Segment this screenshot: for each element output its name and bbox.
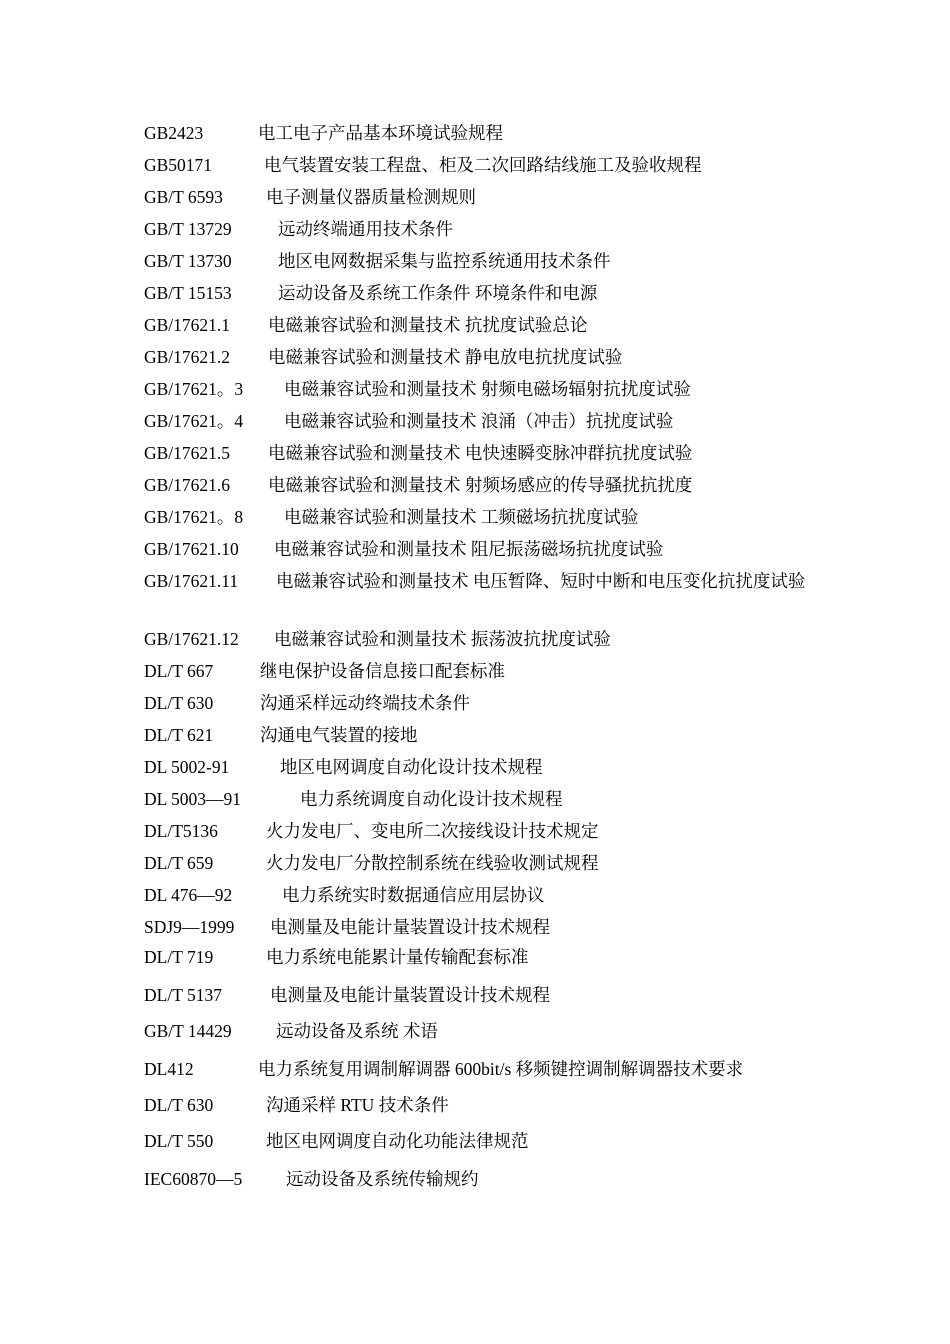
standard-code: GB/17621。4 <box>144 411 244 431</box>
standard-title: 沟通采样 RTU 技术条件 <box>266 1095 449 1115</box>
standard-entry <box>144 310 824 340</box>
standard-code: DL/T 659 <box>144 853 214 873</box>
standard-entry <box>144 624 824 654</box>
standard-title: 火力发电厂、变电所二次接线设计技术规定 <box>266 821 599 841</box>
standard-code: GB/17621.6 <box>144 475 231 495</box>
standard-code: DL/T 550 <box>144 1131 214 1151</box>
standard-entry <box>144 980 824 1010</box>
standard-entry <box>144 1016 824 1046</box>
standard-code: GB/T 13730 <box>144 251 232 271</box>
standard-code: DL 5002-91 <box>144 757 230 777</box>
standard-entry <box>144 406 824 436</box>
standard-code: GB/17621.11 <box>144 571 239 591</box>
standard-entry <box>144 816 824 846</box>
standard-entry <box>144 880 824 910</box>
standard-entry <box>144 848 824 878</box>
standard-code: DL/T5136 <box>144 821 218 841</box>
standard-code: GB/17621.5 <box>144 443 231 463</box>
standard-title: 电力系统电能累计量传输配套标准 <box>266 947 529 967</box>
standard-title: 电磁兼容试验和测量技术 电快速瞬变脉冲群抗扰度试验 <box>268 443 693 463</box>
standard-entry <box>144 1164 824 1194</box>
standard-entry <box>144 278 824 308</box>
standard-entry <box>144 1090 824 1120</box>
standard-title: 电测量及电能计量装置设计技术规程 <box>270 917 550 937</box>
standard-code: SDJ9—1999 <box>144 917 235 937</box>
standard-entry <box>144 720 824 750</box>
standard-title: 继电保护设备信息接口配套标准 <box>260 661 505 681</box>
standard-title: 电子测量仪器质量检测规则 <box>266 187 476 207</box>
standard-code: GB50171 <box>144 155 213 175</box>
standard-title: 沟通电气装置的接地 <box>260 725 418 745</box>
standard-entry <box>144 214 824 244</box>
standard-title: 火力发电厂分散控制系统在线验收测试规程 <box>266 853 599 873</box>
standard-code: GB/T 6593 <box>144 187 223 207</box>
standard-code: GB/T 15153 <box>144 283 232 303</box>
standard-entry <box>144 752 824 782</box>
standard-code: DL/T 719 <box>144 947 214 967</box>
standard-code: IEC60870—5 <box>144 1169 243 1189</box>
standard-title: 地区电网数据采集与监控系统通用技术条件 <box>278 251 611 271</box>
standard-title: 远动设备及系统传输规约 <box>286 1169 479 1189</box>
standard-title: 电力系统调度自动化设计技术规程 <box>300 789 563 809</box>
standard-title: 运动设备及系统工作条件 环境条件和电源 <box>278 283 598 303</box>
standard-title: 电磁兼容试验和测量技术 工频磁场抗扰度试验 <box>284 507 639 527</box>
standard-entry <box>144 182 824 212</box>
standard-code: DL/T 630 <box>144 693 214 713</box>
standard-entry <box>144 784 824 814</box>
standard-title: 电磁兼容试验和测量技术 阻尼振荡磁场抗扰度试验 <box>274 539 664 559</box>
standard-entry <box>144 342 824 372</box>
standard-code: GB2423 <box>144 123 204 143</box>
standard-entry <box>144 246 824 276</box>
standard-entry <box>144 534 824 564</box>
standard-code: GB/17621.12 <box>144 629 239 649</box>
standard-entry <box>144 912 824 942</box>
standard-code: DL/T 667 <box>144 661 214 681</box>
standard-title: 电工电子产品基本环境试验规程 <box>258 123 503 143</box>
standard-entry <box>144 566 824 596</box>
standard-code: GB/17621。3 <box>144 379 244 399</box>
standard-entry <box>144 688 824 718</box>
standard-code: GB/17621.10 <box>144 539 239 559</box>
standard-title: 远动终端通用技术条件 <box>278 219 453 239</box>
standard-title: 远动设备及系统 术语 <box>276 1021 438 1041</box>
standard-title: 电磁兼容试验和测量技术 电压暂降、短时中断和电压变化抗扰度试验 <box>276 571 806 591</box>
standard-code: GB/T 14429 <box>144 1021 232 1041</box>
standard-title: 电磁兼容试验和测量技术 浪涌（冲击）抗扰度试验 <box>284 411 674 431</box>
standard-entry <box>144 374 824 404</box>
standard-entry <box>144 502 824 532</box>
standard-code: GB/T 13729 <box>144 219 232 239</box>
standard-title: 地区电网调度自动化设计技术规程 <box>280 757 543 777</box>
standard-title: 电磁兼容试验和测量技术 静电放电抗扰度试验 <box>268 347 623 367</box>
standard-title: 地区电网调度自动化功能法律规范 <box>266 1131 529 1151</box>
standard-entry <box>144 1126 824 1156</box>
standard-title: 电磁兼容试验和测量技术 抗扰度试验总论 <box>268 315 588 335</box>
standard-title: 电磁兼容试验和测量技术 射频场感应的传导骚扰抗扰度 <box>268 475 693 495</box>
standard-title: 电力系统实时数据通信应用层协议 <box>282 885 545 905</box>
standard-code: DL 476—92 <box>144 885 233 905</box>
standard-entry <box>144 1054 824 1084</box>
standard-title: 电气装置安装工程盘、柜及二次回路结线施工及验收规程 <box>264 155 702 175</box>
standard-code: DL412 <box>144 1059 194 1079</box>
standard-entry <box>144 470 824 500</box>
standard-entry <box>144 942 824 972</box>
standard-title: 电磁兼容试验和测量技术 射频电磁场辐射抗扰度试验 <box>284 379 691 399</box>
standard-entry <box>144 150 824 180</box>
standard-code: DL/T 621 <box>144 725 214 745</box>
standard-entry <box>144 118 824 148</box>
standard-code: DL/T 630 <box>144 1095 214 1115</box>
standard-title: 电力系统复用调制解调器 600bit/s 移频键控调制解调器技术要求 <box>258 1059 744 1079</box>
standard-title: 电磁兼容试验和测量技术 振荡波抗扰度试验 <box>274 629 611 649</box>
standard-code: DL/T 5137 <box>144 985 222 1005</box>
standard-entry <box>144 656 824 686</box>
standard-title: 沟通采样远动终端技术条件 <box>260 693 470 713</box>
standard-title: 电测量及电能计量装置设计技术规程 <box>270 985 550 1005</box>
standard-code: GB/17621.2 <box>144 347 231 367</box>
standard-entry <box>144 438 824 468</box>
standard-code: GB/17621。8 <box>144 507 244 527</box>
standard-code: DL 5003—91 <box>144 789 242 809</box>
standard-code: GB/17621.1 <box>144 315 231 335</box>
